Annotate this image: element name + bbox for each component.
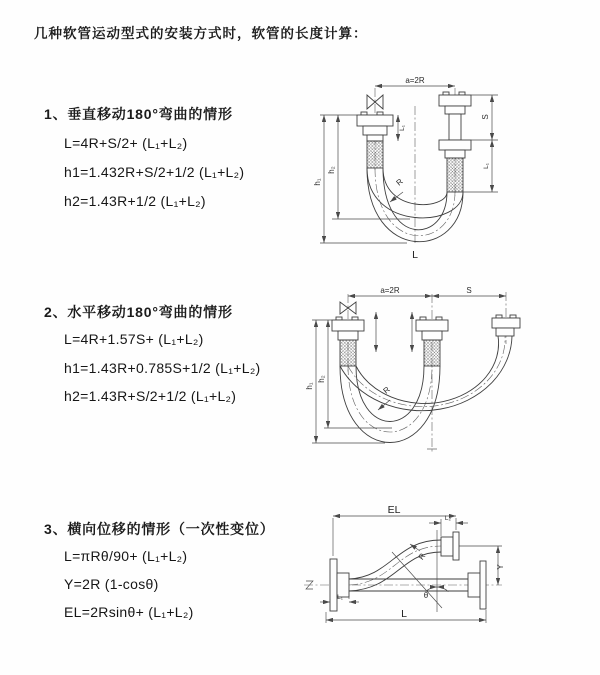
braid-section [367,141,383,168]
dim-label-theta: θ [423,591,429,600]
dimension-a2R [348,286,432,296]
dim-label-h1: h₁ [305,382,314,390]
section-1-formula-h2: h2=1.43R+1/2 (L₁+L₂) [64,193,206,209]
braid-section [424,340,440,366]
radius-callout [390,177,405,202]
dim-label-L: L [401,608,407,620]
section-1-formula-h1: h1=1.432R+S/2+1/2 (L₁+L₂) [64,164,245,180]
dimension-S [432,286,506,296]
dimension-L2 [429,515,468,536]
diagram-lateral-displacement [296,496,600,671]
left-flange [330,559,349,611]
section-1-formula-L: L=4R+S/2+ (L₁+L₂) [64,135,188,151]
section-3-formula-Y: Y=2R (1-cosθ) [64,576,159,592]
braid-section [340,340,356,366]
dim-label-a2R: a=2R [380,286,400,295]
dim-label-R: R [381,384,392,396]
page-title: 几种软管运动型式的安装方式时，软管的长度计算： [34,26,368,41]
dim-label-a2R: a=2R [405,76,425,85]
diagram-vertical-180-bend [302,66,600,266]
section-3-formula-L: L=πRθ/90+ (L₁+L₂) [64,548,188,564]
dim-label-L2: L₂ [444,515,452,522]
construction-lines [392,530,442,612]
section-2-heading: 2、水平移动180°弯曲的情形 [44,304,233,320]
centerlines [348,292,506,454]
section-2-formula-L: L=4R+1.57S+ (L₁+L₂) [64,331,204,347]
section-1-heading: 1、垂直移动180°弯曲的情形 [44,106,233,122]
dim-label-L: L [412,249,418,261]
diagram-horizontal-180-bend [300,282,600,462]
centerlines [375,88,455,244]
hose-displaced-position [349,540,441,591]
angle-theta [424,587,449,600]
dim-label-h2: h₂ [327,166,336,174]
dim-label-L1-right: L₁ [483,163,490,169]
dimension-EL [333,504,456,556]
dim-label-h2: h₂ [317,375,326,383]
section-3-formula-EL: EL=2Rsinθ+ (L₁+L₂) [64,604,194,620]
dim-label-S: S [466,286,472,295]
dimension-L1 [320,594,359,611]
dim-label-L1: L₁ [399,125,406,131]
dim-label-Y: Y [496,564,505,570]
lower-right-flange [468,561,486,609]
dimension-L [326,608,486,623]
middle-fitting [416,317,448,366]
dim-label-R: R [394,176,405,188]
dim-label-h1: h₁ [313,178,322,186]
dimension-L1-left [398,115,406,141]
dim-label-R: R [416,551,428,562]
dimension-a2R [375,76,455,86]
section-3-heading: 3、横向位移的情形（一次性变位） [44,521,275,537]
left-fitting [357,112,393,168]
radius-callout [378,385,392,410]
dim-label-S: S [481,114,490,120]
section-2-formula-h2: h2=1.43R+S/2+1/2 (L₁+L₂) [64,388,237,404]
dim-label-EL: EL [387,504,401,516]
hose-u-curves-position-1 [340,366,440,443]
right-fitting [439,92,471,192]
fitting-length-marks [376,312,412,352]
section-2-formula-h1: h1=1.43R+0.785S+1/2 (L₁+L₂) [64,360,261,376]
braid-section [447,158,463,192]
upper-right-flange [441,532,459,560]
right-fitting [492,315,520,336]
left-fitting [332,317,364,366]
dim-label-L1: L₁ [337,594,343,601]
